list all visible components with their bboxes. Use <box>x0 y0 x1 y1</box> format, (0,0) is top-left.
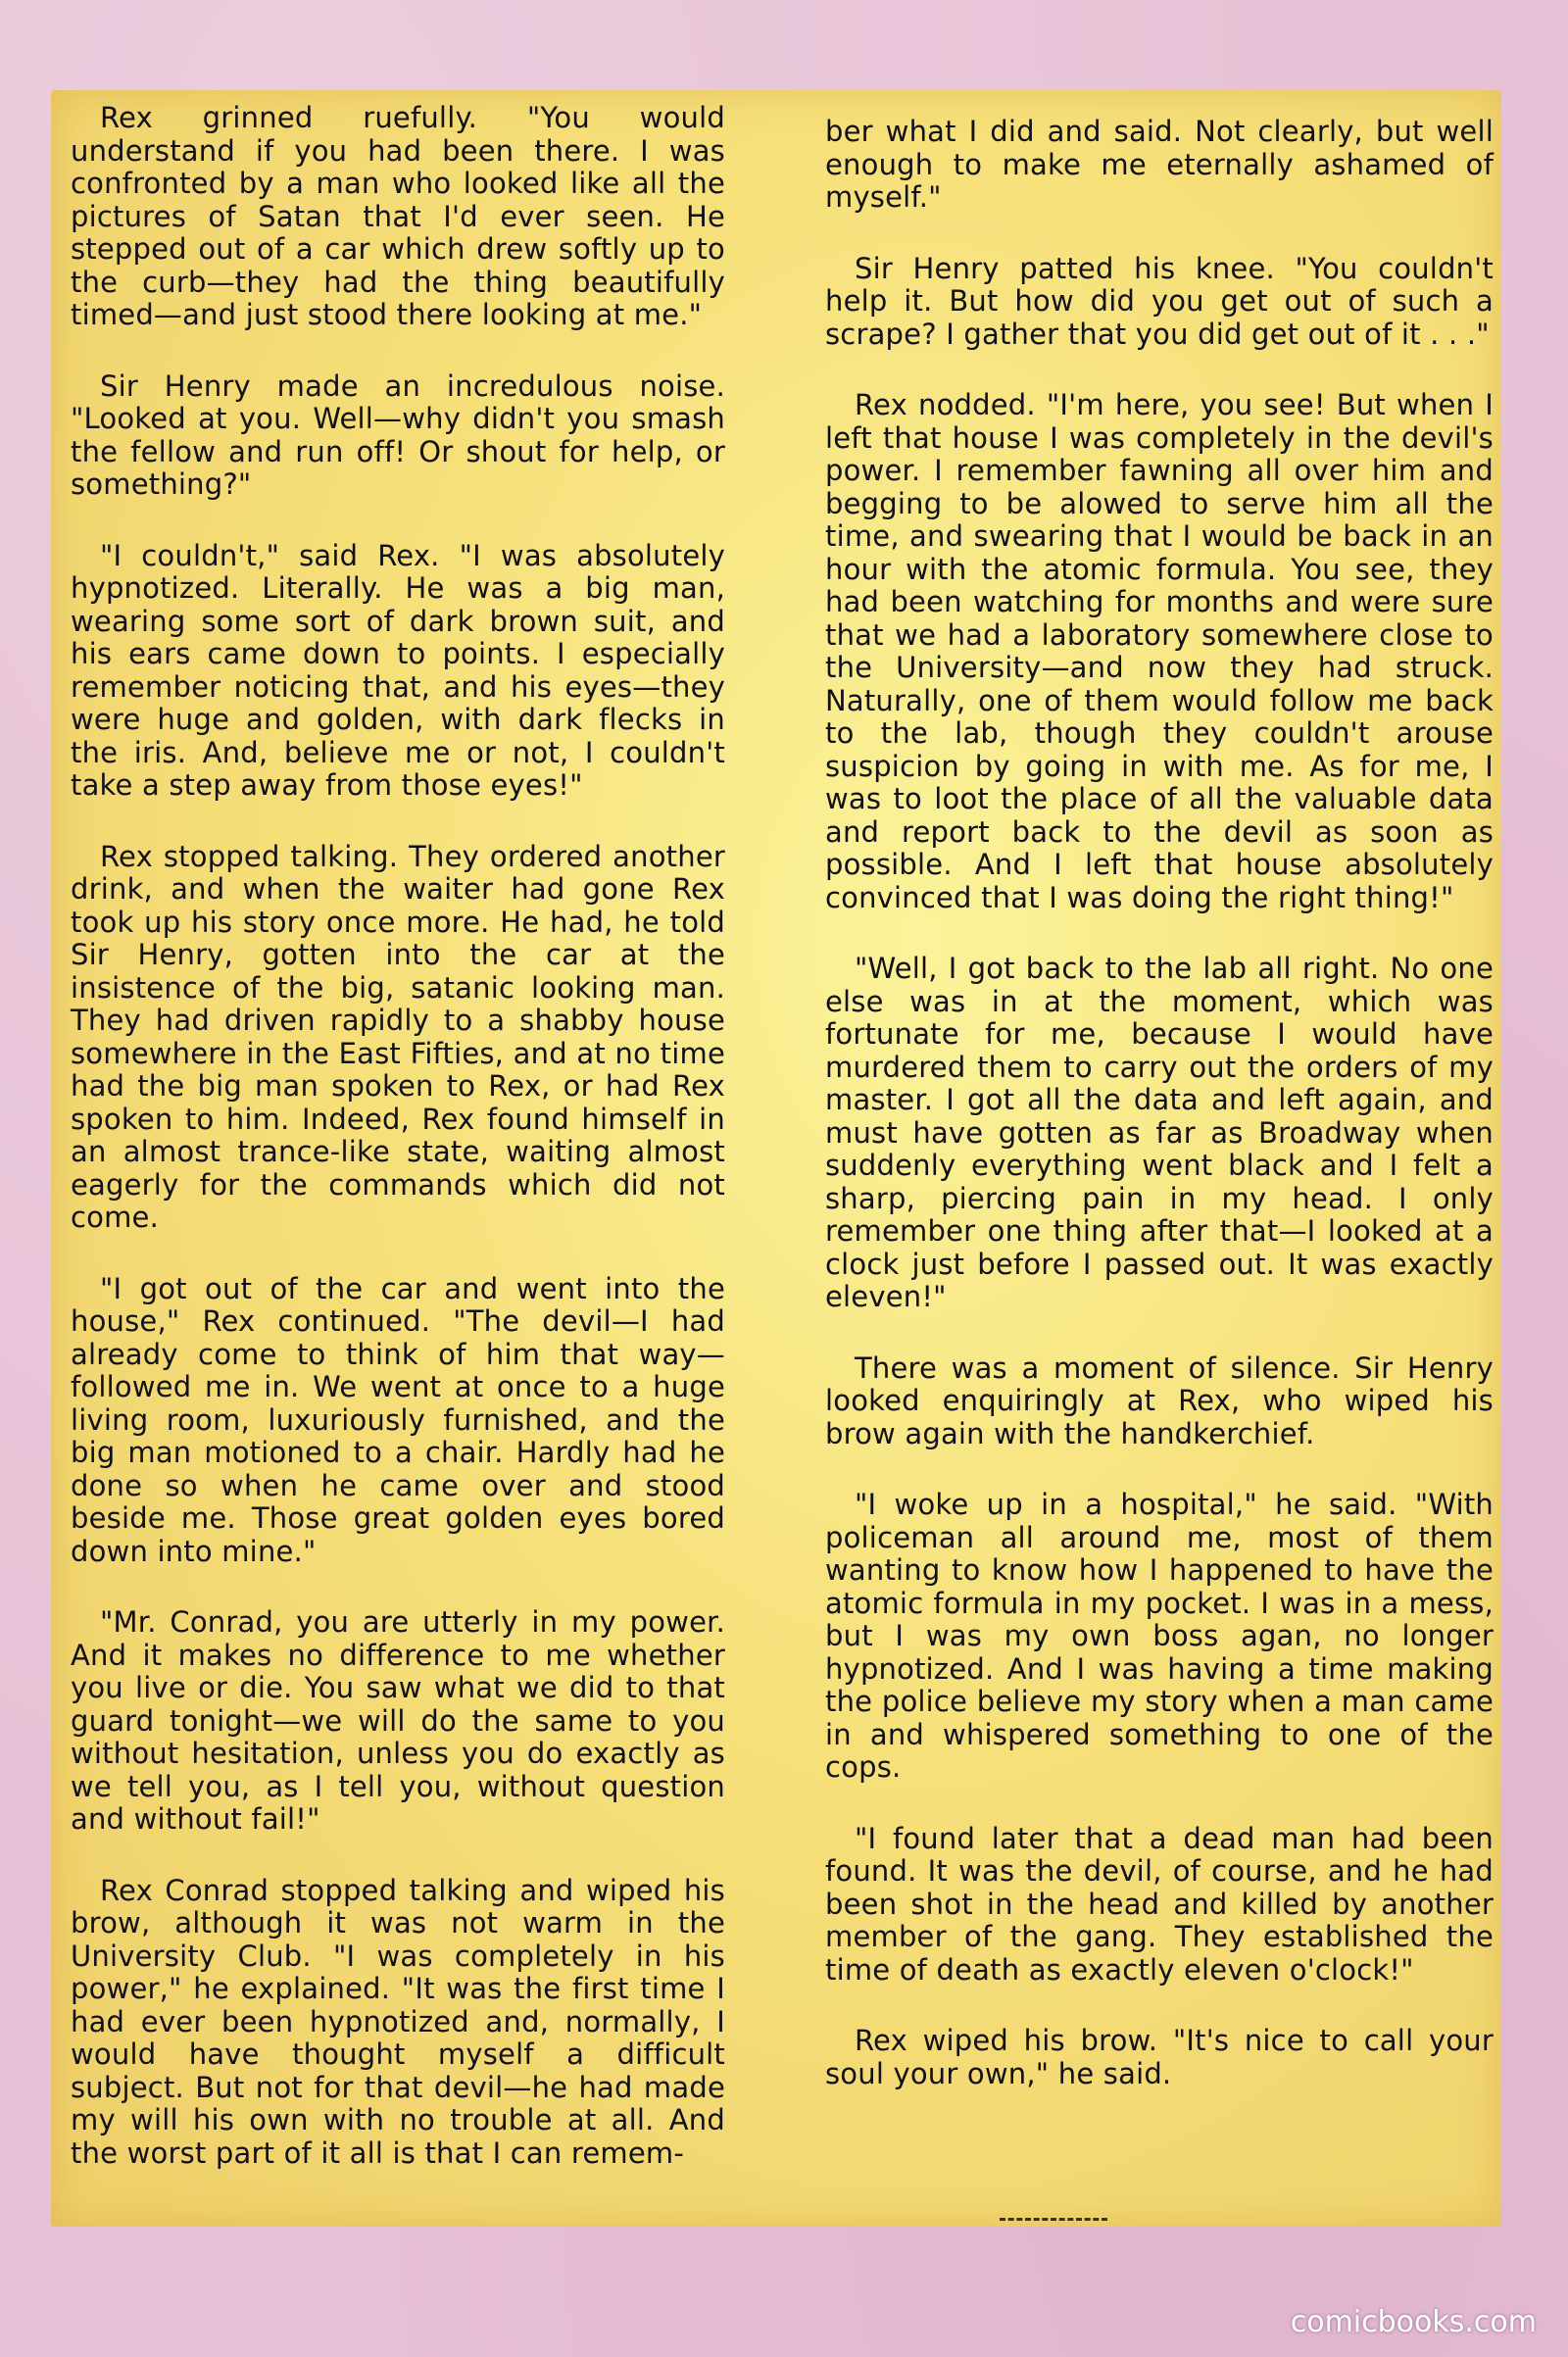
left-column <box>71 102 725 2208</box>
right-column <box>825 116 1494 2129</box>
paragraph: ber what I did and said. Not clearly, but well enough to make me eternally ashamed of myself." <box>825 115 1494 214</box>
paragraph: Sir Henry patted his knee. "You couldn't help it. But how did you get out of such a scrape? I gather that you did get out of it . . ." <box>825 251 1494 351</box>
end-dash-divider <box>1000 2218 1107 2221</box>
paragraph: Rex stopped talking. They ordered another drink, and when the waiter had gone Rex took up his story once more. He had, he told Sir Henry, gotten into the car at the insistence of the big, satanic looking man. They had driven rapidly to a shabby house somewhere in the East Fifties, and at no time had the big man spoken to Rex, or had Rex spoken to him. Indeed, Rex found himself in an almost trance-like state, waiting almost eagerly for the commands which did not come. <box>71 839 725 1234</box>
paragraph: "I woke up in a hospital," he said. "With policeman all around me, most of them wanting to know how I happened to have the atomic formula in my pocket. I was in a mess, but I was my own boss agan, no longer hypnotized. And I was having a time making the police believe my story when a man came in and whispered something to one of the cops. <box>825 1488 1494 1784</box>
paragraph: Rex wiped his brow. "It's nice to call your soul your own," he said. <box>825 2024 1494 2090</box>
paragraph: "I found later that a dead man had been found. It was the devil, of course, and he had been shot in the head and killed by another member of the gang. They established the time of death as exactly eleven o'clock!" <box>825 1821 1494 1987</box>
paragraph: Rex nodded. "I'm here, you see! But when I left that house I was completely in the devil's power. I remember fawning all over him and begging to be alowed to serve him all the time, and swearing that I would be back in an hour with the atomic formula. You see, they had been watching for months and were sure that we had a laboratory somewhere close to the University—and now they had struck. Naturally, one of them would follow me back to the lab, though they couldn't arouse suspicion by going in with me. As for me, I was to loot the place of all the valuable data and report back to the devil as soon as possible. And I left that house absolutely convinced that I was doing the right thing!" <box>825 388 1494 914</box>
paragraph: There was a moment of silence. Sir Henry looked enquiringly at Rex, who wiped his brow again with the handkerchief. <box>825 1350 1494 1450</box>
paragraph: "I got out of the car and went into the house," Rex continued. "The devil—I had already come to think of him that way—followed me in. We went at once to a huge living room, luxuriously furnished, and the big man motioned to a chair. Hardly had he done so when he came over and stood beside me. Those great golden eyes bored down into mine." <box>71 1271 725 1568</box>
paragraph: "Mr. Conrad, you are utterly in my power. And it makes no difference to me whether you live or die. You saw what we did to that guard tonight—we will do the same to you without hesitation, unless you do exactly as we tell you, as I tell you, without question and without fail!" <box>71 1605 725 1836</box>
paragraph: "Well, I got back to the lab all right. No one else was in at the moment, which was fortunate for me, because I would have murdered them to carry out the orders of my master. I got all the data and left again, and must have gotten as far as Broadway when suddenly everything went black and I felt a sharp, piercing pain in my head. I only remember one thing after that—I looked at a clock just before I passed out. It was exactly eleven!" <box>825 952 1494 1313</box>
paragraph: Rex Conrad stopped talking and wiped his brow, although it was not warm in the University Club. "I was completely in his power," he explained. "It was the first time I had ever been hypnotized and, normally, I would have thought myself a difficult subject. But not for that devil—he had made my will his own with no trouble at all. And the worst part of it all is that I can remem- <box>71 1873 725 2170</box>
paragraph: "I couldn't," said Rex. "I was absolutely hypnotized. Literally. He was a big man, wearing some sort of dark brown suit, and his ears came down to points. I especially remember noticing that, and his eyes—they were huge and golden, with dark flecks in the iris. And, believe me or not, I couldn't take a step away from those eyes!" <box>71 538 725 802</box>
watermark: comicbooks.com <box>1290 2305 1537 2339</box>
paragraph: Rex grinned ruefully. "You would understand if you had been there. I was confronted by a man who looked like all the pictures of Satan that I'd ever seen. He stepped out of a car which drew softly up to the curb—they had the thing beautifully timed—and just stood there looking at me." <box>71 101 725 331</box>
paragraph: Sir Henry made an incredulous noise. "Looked at you. Well—why didn't you smash the fellow and run off! Or shout for help, or something?" <box>71 368 725 501</box>
